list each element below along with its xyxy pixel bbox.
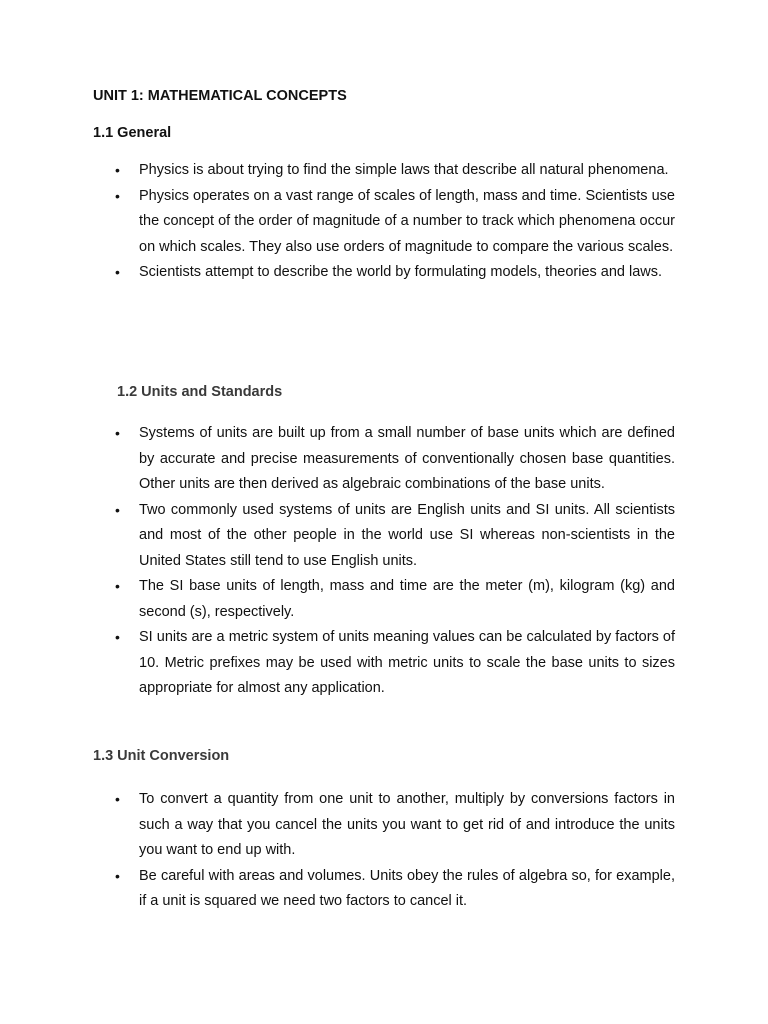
bullet-text: Two commonly used systems of units are English units and SI units. All scientists and most of the other people in the world use SI whereas non-scientists in the United States still tend to use English units. — [139, 501, 675, 569]
bullet-list-unit-conversion — [0, 787, 675, 915]
bullet-icon: • — [115, 264, 120, 280]
list-item — [0, 184, 675, 261]
list-item — [0, 260, 675, 286]
list-item — [0, 574, 675, 625]
bullet-icon: • — [115, 578, 120, 594]
bullet-list-units-standards — [0, 421, 675, 702]
bullet-icon: • — [115, 867, 120, 884]
bullet-text: Scientists attempt to describe the world by formulating models, theories and laws. — [139, 264, 663, 280]
bullet-icon: • — [115, 501, 120, 518]
list-item — [0, 498, 675, 575]
bullet-icon: • — [115, 629, 120, 645]
bullet-icon: • — [115, 791, 120, 807]
section-heading-general: 1.1 General — [93, 125, 172, 141]
list-item — [0, 421, 675, 498]
bullet-text: Be careful with areas and volumes. Units obey the rules of algebra so, for example, if a unit is squared we need two factors to cancel it. — [139, 867, 675, 909]
list-item — [0, 864, 675, 915]
list-item — [0, 158, 675, 184]
bullet-text: To convert a quantity from one unit to another, multiply by conversions factors in such a way that you cancel the units you want to get rid of and introduce the units you want to end up with. — [139, 791, 675, 858]
bullet-text: The SI base units of length, mass and time are the meter (m), kilogram (kg) and second (s), respectively. — [139, 578, 675, 620]
bullet-icon: • — [115, 162, 120, 178]
bullet-list-general — [0, 158, 675, 286]
bullet-text: SI units are a metric system of units meaning values can be calculated by factors of 10. Metric prefixes may be used with metric units to scale the base units to sizes appropriate for almost any application. — [139, 629, 675, 696]
bullet-text: Systems of units are built up from a small number of base units which are defined by accurate and precise measurements of conventionally chosen base quantities. Other units are then derived as algebraic combinations of the base units. — [139, 425, 675, 492]
bullet-text: Physics is about trying to find the simple laws that describe all natural phenomena. — [139, 162, 669, 178]
section-heading-units-standards: 1.2 Units and Standards — [117, 384, 283, 400]
unit-title: UNIT 1: MATHEMATICAL CONCEPTS — [93, 88, 347, 104]
bullet-icon: • — [115, 425, 120, 441]
bullet-icon: • — [115, 187, 120, 204]
list-item — [0, 787, 675, 864]
list-item — [0, 625, 675, 702]
bullet-text: Physics operates on a vast range of scales of length, mass and time. Scientists use the concept of the order of magnitude of a number to track which phenomena occur on which scales. They also use orders of magnitude to compare the various scales. — [139, 187, 675, 255]
section-heading-unit-conversion: 1.3 Unit Conversion — [93, 748, 230, 764]
